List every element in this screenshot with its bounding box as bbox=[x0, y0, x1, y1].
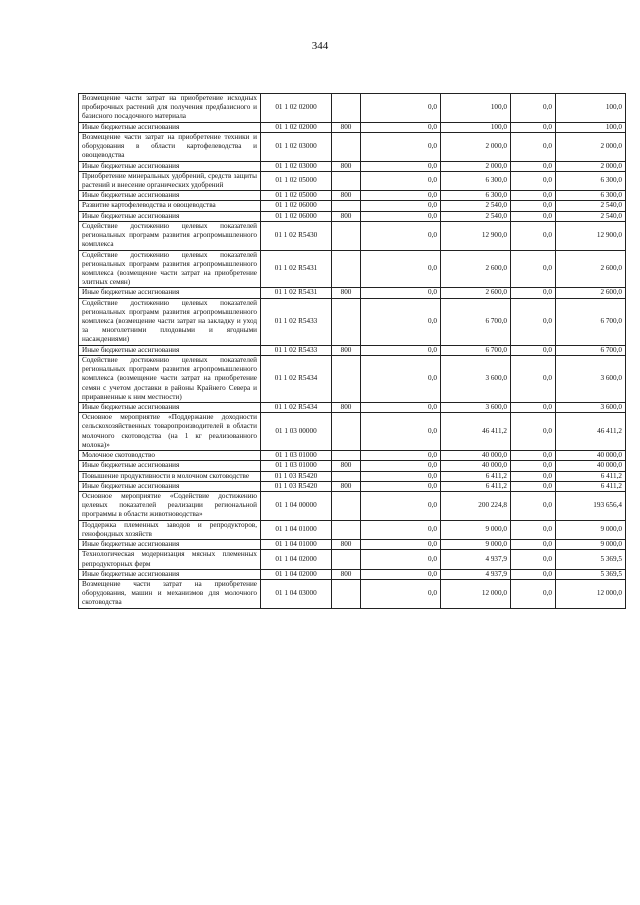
row-value-cell-3: 0,0 bbox=[511, 569, 556, 579]
table-row bbox=[79, 413, 626, 451]
row-value-cell-1: 0,0 bbox=[361, 161, 441, 171]
row-name-cell: Возмещение части затрат на приобретение оборудования, машин и механизмов для молочного скотоводства bbox=[79, 579, 261, 608]
row-value-cell-2: 2 000,0 bbox=[441, 132, 511, 161]
row-value-cell-4: 6 700,0 bbox=[556, 345, 626, 355]
row-value-cell-1: 0,0 bbox=[361, 250, 441, 288]
row-value-cell-4: 40 000,0 bbox=[556, 461, 626, 471]
row-code-cell: 01 1 03 00000 bbox=[261, 413, 332, 451]
row-code-cell: 01 1 02 02000 bbox=[261, 94, 332, 123]
table-row bbox=[79, 451, 626, 461]
row-code-cell: 01 1 02 R5431 bbox=[261, 250, 332, 288]
row-value-cell-2: 2 600,0 bbox=[441, 288, 511, 298]
table-row bbox=[79, 355, 626, 402]
row-value-cell-1: 0,0 bbox=[361, 471, 441, 481]
row-value-cell-4: 46 411,2 bbox=[556, 413, 626, 451]
row-value-cell-1: 0,0 bbox=[361, 481, 441, 491]
row-value-cell-2: 4 937,9 bbox=[441, 550, 511, 569]
row-code-cell: 01 1 02 R5430 bbox=[261, 221, 332, 250]
row-value-cell-1: 0,0 bbox=[361, 461, 441, 471]
row-value-cell-4: 2 540,0 bbox=[556, 211, 626, 221]
row-value-cell-2: 12 000,0 bbox=[441, 579, 511, 608]
table-row bbox=[79, 122, 626, 132]
row-expense-type-cell bbox=[332, 94, 361, 123]
row-value-cell-2: 2 000,0 bbox=[441, 161, 511, 171]
row-value-cell-4: 5 369,5 bbox=[556, 550, 626, 569]
table-row bbox=[79, 461, 626, 471]
row-value-cell-1: 0,0 bbox=[361, 579, 441, 608]
row-value-cell-3: 0,0 bbox=[511, 298, 556, 345]
row-value-cell-4: 193 656,4 bbox=[556, 491, 626, 520]
row-value-cell-4: 3 600,0 bbox=[556, 355, 626, 402]
row-value-cell-4: 6 300,0 bbox=[556, 171, 626, 190]
row-expense-type-cell bbox=[332, 221, 361, 250]
row-value-cell-4: 6 411,2 bbox=[556, 471, 626, 481]
row-name-cell: Иные бюджетные ассигнования bbox=[79, 569, 261, 579]
row-value-cell-2: 40 000,0 bbox=[441, 451, 511, 461]
row-name-cell: Повышение продуктивности в молочном скотоводстве bbox=[79, 471, 261, 481]
row-code-cell: 01 1 02 R5434 bbox=[261, 403, 332, 413]
table-row bbox=[79, 132, 626, 161]
row-value-cell-2: 2 540,0 bbox=[441, 201, 511, 211]
table-row bbox=[79, 191, 626, 201]
row-value-cell-1: 0,0 bbox=[361, 491, 441, 520]
row-expense-type-cell: 800 bbox=[332, 161, 361, 171]
row-name-cell: Содействие достижению целевых показателей региональных программ развития агропромышленного комплекса (возмещение части затрат на приобретение элитных семян) bbox=[79, 250, 261, 288]
row-expense-type-cell: 800 bbox=[332, 211, 361, 221]
row-value-cell-4: 6 700,0 bbox=[556, 298, 626, 345]
row-code-cell: 01 1 02 02000 bbox=[261, 122, 332, 132]
row-value-cell-3: 0,0 bbox=[511, 403, 556, 413]
row-value-cell-4: 2 600,0 bbox=[556, 250, 626, 288]
row-expense-type-cell bbox=[332, 579, 361, 608]
row-value-cell-3: 0,0 bbox=[511, 288, 556, 298]
row-value-cell-1: 0,0 bbox=[361, 569, 441, 579]
row-value-cell-1: 0,0 bbox=[361, 550, 441, 569]
row-expense-type-cell bbox=[332, 201, 361, 211]
row-value-cell-4: 2 000,0 bbox=[556, 132, 626, 161]
row-code-cell: 01 1 02 03000 bbox=[261, 132, 332, 161]
table-row bbox=[79, 403, 626, 413]
table-row bbox=[79, 491, 626, 520]
row-value-cell-1: 0,0 bbox=[361, 191, 441, 201]
row-value-cell-4: 40 000,0 bbox=[556, 451, 626, 461]
table-row bbox=[79, 171, 626, 190]
row-value-cell-4: 5 369,5 bbox=[556, 569, 626, 579]
row-expense-type-cell bbox=[332, 520, 361, 539]
row-expense-type-cell bbox=[332, 550, 361, 569]
row-code-cell: 01 1 04 02000 bbox=[261, 550, 332, 569]
row-value-cell-3: 0,0 bbox=[511, 481, 556, 491]
table-row bbox=[79, 94, 626, 123]
row-name-cell: Иные бюджетные ассигнования bbox=[79, 540, 261, 550]
row-expense-type-cell: 800 bbox=[332, 345, 361, 355]
row-name-cell: Основное мероприятие «Содействие достижению целевых показателей реализации региональной программы в области животноводства» bbox=[79, 491, 261, 520]
row-value-cell-4: 3 600,0 bbox=[556, 403, 626, 413]
row-code-cell: 01 1 04 03000 bbox=[261, 579, 332, 608]
row-value-cell-4: 12 000,0 bbox=[556, 579, 626, 608]
row-value-cell-4: 100,0 bbox=[556, 94, 626, 123]
row-expense-type-cell: 800 bbox=[332, 540, 361, 550]
row-value-cell-1: 0,0 bbox=[361, 221, 441, 250]
row-value-cell-4: 2 000,0 bbox=[556, 161, 626, 171]
row-value-cell-1: 0,0 bbox=[361, 288, 441, 298]
row-code-cell: 01 1 02 R5434 bbox=[261, 355, 332, 402]
row-value-cell-2: 4 937,9 bbox=[441, 569, 511, 579]
row-value-cell-3: 0,0 bbox=[511, 132, 556, 161]
row-value-cell-1: 0,0 bbox=[361, 540, 441, 550]
row-value-cell-3: 0,0 bbox=[511, 201, 556, 211]
row-code-cell: 01 1 03 01000 bbox=[261, 451, 332, 461]
row-name-cell: Молочное скотоводство bbox=[79, 451, 261, 461]
row-value-cell-4: 9 000,0 bbox=[556, 540, 626, 550]
row-value-cell-3: 0,0 bbox=[511, 413, 556, 451]
row-value-cell-1: 0,0 bbox=[361, 201, 441, 211]
row-value-cell-1: 0,0 bbox=[361, 211, 441, 221]
row-value-cell-2: 6 700,0 bbox=[441, 298, 511, 345]
row-name-cell: Содействие достижению целевых показателей региональных программ развития агропромышленного комплекса (возмещение части затрат на закладку и уход за многолетними плодовыми и ягодными насаждениями) bbox=[79, 298, 261, 345]
row-name-cell: Технологическая модернизация мясных племенных репродукторных ферм bbox=[79, 550, 261, 569]
row-expense-type-cell bbox=[332, 355, 361, 402]
row-code-cell: 01 1 04 02000 bbox=[261, 569, 332, 579]
table-row bbox=[79, 471, 626, 481]
row-code-cell: 01 1 02 R5433 bbox=[261, 298, 332, 345]
row-code-cell: 01 1 02 03000 bbox=[261, 161, 332, 171]
row-value-cell-2: 200 224,8 bbox=[441, 491, 511, 520]
row-code-cell: 01 1 02 05000 bbox=[261, 191, 332, 201]
row-expense-type-cell bbox=[332, 132, 361, 161]
row-expense-type-cell: 800 bbox=[332, 569, 361, 579]
row-value-cell-3: 0,0 bbox=[511, 471, 556, 481]
row-value-cell-3: 0,0 bbox=[511, 520, 556, 539]
row-value-cell-3: 0,0 bbox=[511, 221, 556, 250]
row-value-cell-2: 9 000,0 bbox=[441, 540, 511, 550]
row-value-cell-4: 2 600,0 bbox=[556, 288, 626, 298]
row-value-cell-3: 0,0 bbox=[511, 355, 556, 402]
row-value-cell-2: 3 600,0 bbox=[441, 355, 511, 402]
row-name-cell: Возмещение части затрат на приобретение исходных пробирочных растений для получения предбазисного и базисного посадочного материала bbox=[79, 94, 261, 123]
row-value-cell-1: 0,0 bbox=[361, 122, 441, 132]
row-value-cell-1: 0,0 bbox=[361, 94, 441, 123]
row-value-cell-3: 0,0 bbox=[511, 540, 556, 550]
row-name-cell: Основное мероприятие «Поддержание доходности сельскохозяйственных товаропроизводителей в области молочного скотоводства (на 1 кг реализованного молока)» bbox=[79, 413, 261, 451]
table-row bbox=[79, 481, 626, 491]
table-row bbox=[79, 345, 626, 355]
row-value-cell-1: 0,0 bbox=[361, 355, 441, 402]
row-name-cell: Иные бюджетные ассигнования bbox=[79, 345, 261, 355]
row-value-cell-3: 0,0 bbox=[511, 451, 556, 461]
budget-table bbox=[78, 93, 626, 609]
row-value-cell-1: 0,0 bbox=[361, 520, 441, 539]
row-code-cell: 01 1 03 01000 bbox=[261, 461, 332, 471]
row-value-cell-4: 2 540,0 bbox=[556, 201, 626, 211]
row-expense-type-cell bbox=[332, 471, 361, 481]
row-code-cell: 01 1 02 R5431 bbox=[261, 288, 332, 298]
row-value-cell-2: 9 000,0 bbox=[441, 520, 511, 539]
table-row bbox=[79, 201, 626, 211]
row-expense-type-cell: 800 bbox=[332, 288, 361, 298]
row-value-cell-3: 0,0 bbox=[511, 250, 556, 288]
row-name-cell: Иные бюджетные ассигнования bbox=[79, 461, 261, 471]
row-name-cell: Развитие картофелеводства и овощеводства bbox=[79, 201, 261, 211]
table-row bbox=[79, 211, 626, 221]
row-code-cell: 01 1 02 06000 bbox=[261, 211, 332, 221]
row-value-cell-3: 0,0 bbox=[511, 579, 556, 608]
row-name-cell: Поддержка племенных заводов и репродукторов, генофондных хозяйств bbox=[79, 520, 261, 539]
row-expense-type-cell bbox=[332, 250, 361, 288]
row-value-cell-2: 6 300,0 bbox=[441, 171, 511, 190]
row-value-cell-4: 6 300,0 bbox=[556, 191, 626, 201]
row-value-cell-4: 9 000,0 bbox=[556, 520, 626, 539]
row-name-cell: Иные бюджетные ассигнования bbox=[79, 403, 261, 413]
row-value-cell-3: 0,0 bbox=[511, 491, 556, 520]
table-row bbox=[79, 579, 626, 608]
row-expense-type-cell: 800 bbox=[332, 191, 361, 201]
table-row bbox=[79, 288, 626, 298]
table-body bbox=[79, 94, 626, 609]
row-code-cell: 01 1 04 00000 bbox=[261, 491, 332, 520]
row-value-cell-1: 0,0 bbox=[361, 298, 441, 345]
row-code-cell: 01 1 02 R5433 bbox=[261, 345, 332, 355]
row-value-cell-1: 0,0 bbox=[361, 451, 441, 461]
row-value-cell-4: 6 411,2 bbox=[556, 481, 626, 491]
row-name-cell: Возмещение части затрат на приобретение техники и оборудования в области картофелеводства и овощеводства bbox=[79, 132, 261, 161]
row-value-cell-3: 0,0 bbox=[511, 161, 556, 171]
row-expense-type-cell: 800 bbox=[332, 461, 361, 471]
row-value-cell-2: 2 540,0 bbox=[441, 211, 511, 221]
row-value-cell-3: 0,0 bbox=[511, 211, 556, 221]
row-code-cell: 01 1 02 05000 bbox=[261, 171, 332, 190]
row-value-cell-2: 6 411,2 bbox=[441, 481, 511, 491]
row-value-cell-2: 2 600,0 bbox=[441, 250, 511, 288]
row-value-cell-2: 46 411,2 bbox=[441, 413, 511, 451]
page-number: 344 bbox=[311, 40, 329, 52]
row-name-cell: Иные бюджетные ассигнования bbox=[79, 481, 261, 491]
row-value-cell-4: 12 900,0 bbox=[556, 221, 626, 250]
row-value-cell-3: 0,0 bbox=[511, 171, 556, 190]
table-row bbox=[79, 250, 626, 288]
row-expense-type-cell: 800 bbox=[332, 122, 361, 132]
row-name-cell: Иные бюджетные ассигнования bbox=[79, 288, 261, 298]
row-expense-type-cell bbox=[332, 413, 361, 451]
row-value-cell-2: 6 700,0 bbox=[441, 345, 511, 355]
table-row bbox=[79, 298, 626, 345]
table-row bbox=[79, 550, 626, 569]
row-name-cell: Иные бюджетные ассигнования bbox=[79, 122, 261, 132]
row-value-cell-1: 0,0 bbox=[361, 132, 441, 161]
row-expense-type-cell: 800 bbox=[332, 403, 361, 413]
row-code-cell: 01 1 02 06000 bbox=[261, 201, 332, 211]
row-value-cell-2: 3 600,0 bbox=[441, 403, 511, 413]
row-name-cell: Содействие достижению целевых показателей региональных программ развития агропромышленного комплекса (возмещение части затрат на приобретение семян с учетом доставки в районы Крайнего Севера и приравненные к ним местности) bbox=[79, 355, 261, 402]
row-value-cell-2: 6 300,0 bbox=[441, 191, 511, 201]
row-code-cell: 01 1 04 01000 bbox=[261, 540, 332, 550]
row-value-cell-2: 6 411,2 bbox=[441, 471, 511, 481]
row-expense-type-cell bbox=[332, 298, 361, 345]
row-value-cell-3: 0,0 bbox=[511, 550, 556, 569]
row-name-cell: Иные бюджетные ассигнования bbox=[79, 191, 261, 201]
table-row bbox=[79, 221, 626, 250]
table-row bbox=[79, 520, 626, 539]
row-code-cell: 01 1 03 R5420 bbox=[261, 471, 332, 481]
row-value-cell-4: 100,0 bbox=[556, 122, 626, 132]
row-expense-type-cell: 800 bbox=[332, 481, 361, 491]
row-value-cell-2: 12 900,0 bbox=[441, 221, 511, 250]
row-value-cell-1: 0,0 bbox=[361, 413, 441, 451]
row-code-cell: 01 1 03 R5420 bbox=[261, 481, 332, 491]
row-value-cell-3: 0,0 bbox=[511, 461, 556, 471]
row-name-cell: Содействие достижению целевых показателей региональных программ развития агропромышленного комплекса bbox=[79, 221, 261, 250]
row-value-cell-1: 0,0 bbox=[361, 345, 441, 355]
row-value-cell-2: 40 000,0 bbox=[441, 461, 511, 471]
row-name-cell: Иные бюджетные ассигнования bbox=[79, 211, 261, 221]
row-expense-type-cell bbox=[332, 491, 361, 520]
row-value-cell-3: 0,0 bbox=[511, 345, 556, 355]
table-row bbox=[79, 540, 626, 550]
row-value-cell-1: 0,0 bbox=[361, 171, 441, 190]
row-name-cell: Иные бюджетные ассигнования bbox=[79, 161, 261, 171]
row-expense-type-cell bbox=[332, 451, 361, 461]
row-value-cell-3: 0,0 bbox=[511, 94, 556, 123]
table-row bbox=[79, 161, 626, 171]
row-value-cell-2: 100,0 bbox=[441, 122, 511, 132]
row-value-cell-3: 0,0 bbox=[511, 122, 556, 132]
row-value-cell-2: 100,0 bbox=[441, 94, 511, 123]
row-code-cell: 01 1 04 01000 bbox=[261, 520, 332, 539]
row-name-cell: Приобретение минеральных удобрений, средств защиты растений и внесение органических удобрений bbox=[79, 171, 261, 190]
row-value-cell-1: 0,0 bbox=[361, 403, 441, 413]
table-row bbox=[79, 569, 626, 579]
row-value-cell-3: 0,0 bbox=[511, 191, 556, 201]
row-expense-type-cell bbox=[332, 171, 361, 190]
